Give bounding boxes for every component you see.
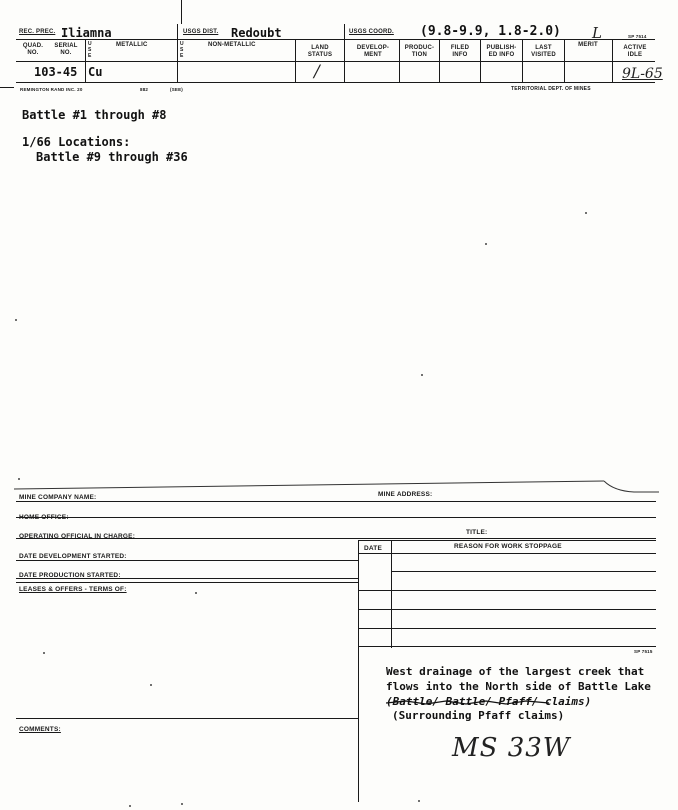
remark-line-4: (Surrounding Pfaff claims) <box>392 709 565 722</box>
usgs-coord-value: (9.8-9.9, 1.8-2.0) <box>420 24 561 39</box>
table-divider <box>391 540 392 648</box>
rule <box>0 87 14 88</box>
reason-column-header: REASON FOR WORK STOPPAGE <box>454 543 562 550</box>
separator <box>295 39 296 82</box>
scan-speck <box>195 592 197 594</box>
mine-company-name-label: MINE COMPANY NAME: <box>19 494 97 501</box>
quad-serial-value: 103-45 <box>34 65 78 79</box>
rule <box>16 538 656 539</box>
scan-speck <box>15 319 17 321</box>
note-line-2: 1/66 Locations: <box>22 135 131 149</box>
date-production-label: DATE PRODUCTION STARTED: <box>19 572 121 579</box>
usgs-dist-value: Redoubt <box>231 26 282 40</box>
scan-speck <box>43 652 45 654</box>
separator <box>177 24 178 82</box>
scan-speck <box>485 243 487 245</box>
header-filed-info: FILED INFO <box>450 45 470 58</box>
card-edge-line <box>181 0 182 24</box>
note-line-3: Battle #9 through #36 <box>36 150 188 164</box>
separator <box>344 24 345 82</box>
rule <box>16 582 358 583</box>
scan-speck <box>150 684 152 686</box>
usgs-coord-label: USGS COORD. <box>349 29 394 35</box>
rule <box>391 571 656 572</box>
card-edge <box>14 477 659 497</box>
separator <box>612 39 613 82</box>
header-serial: SERIAL NO. <box>54 43 78 56</box>
land-status-mark: / <box>314 62 320 82</box>
rule <box>16 718 358 719</box>
scan-speck <box>181 803 183 805</box>
header-production: PRODUC- TION <box>404 45 435 58</box>
rule <box>16 39 655 40</box>
rec-prec-value: Iliamna <box>61 26 112 40</box>
strikethrough-scribble <box>386 697 551 709</box>
rule <box>358 590 656 591</box>
header-active-idle: ACTIVE IDLE <box>623 45 647 58</box>
form-code-top: SP 7514 <box>628 34 647 39</box>
footer-agency: TERRITORIAL DEPT. OF MINES <box>511 86 591 92</box>
footer-code: 882 <box>140 87 149 92</box>
separator <box>399 39 400 82</box>
footer-see: (SEE) <box>170 87 184 92</box>
rule <box>358 628 656 629</box>
separator <box>85 39 86 82</box>
header-published-info: PUBLISH- ED INFO <box>486 45 517 58</box>
scan-speck <box>585 212 587 214</box>
rule <box>16 517 656 518</box>
separator <box>480 39 481 82</box>
separator <box>522 39 523 82</box>
separator <box>439 39 440 82</box>
rule <box>16 560 358 561</box>
rec-prec-label: REC. PREC. <box>19 29 56 35</box>
separator <box>564 39 565 82</box>
rule <box>16 82 655 83</box>
usgs-dist-label: USGS DIST. <box>183 29 219 35</box>
rule <box>16 61 655 62</box>
remark-line-1: West drainage of the largest creek that <box>386 665 645 678</box>
footer-printer: REMINGTON RAND INC. 20 <box>20 87 83 92</box>
header-development: DEVELOP- MENT <box>356 45 390 58</box>
header-merit: MERIT <box>578 42 598 48</box>
header-non-metallic: NON-METALLIC <box>208 42 256 48</box>
rule <box>358 646 656 647</box>
metallic-value: Cu <box>88 65 103 79</box>
scan-speck <box>421 374 423 376</box>
handwritten-mark: L <box>592 24 602 42</box>
operating-official-label: OPERATING OFFICIAL IN CHARGE: <box>19 533 136 540</box>
date-column-header: DATE <box>364 545 383 552</box>
remark-line-3: (Battle/ Battle/ Pfaff/ claims) <box>386 695 592 708</box>
note-line-1: Battle #1 through #8 <box>22 108 167 122</box>
remark-line-2: flows into the North side of Battle Lake <box>386 680 651 693</box>
header-use-2: U S E <box>180 41 184 59</box>
comments-label: COMMENTS: <box>19 726 61 733</box>
mine-address-label: MINE ADDRESS: <box>378 491 433 498</box>
rule <box>358 553 656 554</box>
form-code-bottom: SP 7515 <box>634 649 653 654</box>
rule <box>16 501 656 502</box>
scan-speck <box>418 800 420 802</box>
title-label: TITLE: <box>466 529 488 536</box>
header-land-status: LAND STATUS <box>307 45 333 58</box>
handwritten-reference: MS 33W <box>452 733 571 763</box>
table-border <box>358 540 359 802</box>
leases-label: LEASES & OFFERS - TERMS OF: <box>19 586 127 593</box>
header-last-visited: LAST VISITED <box>531 45 556 58</box>
rule <box>358 609 656 610</box>
header-use-1: U S E <box>88 41 92 59</box>
handwritten-date: 9L-65 <box>622 66 663 82</box>
header-quad: QUAD. NO. <box>22 43 44 56</box>
header-metallic: METALLIC <box>116 42 148 48</box>
date-development-label: DATE DEVELOPMENT STARTED: <box>19 553 127 560</box>
scan-speck <box>129 805 131 807</box>
home-office-label: HOME OFFICE: <box>19 514 69 521</box>
rule <box>358 540 656 541</box>
